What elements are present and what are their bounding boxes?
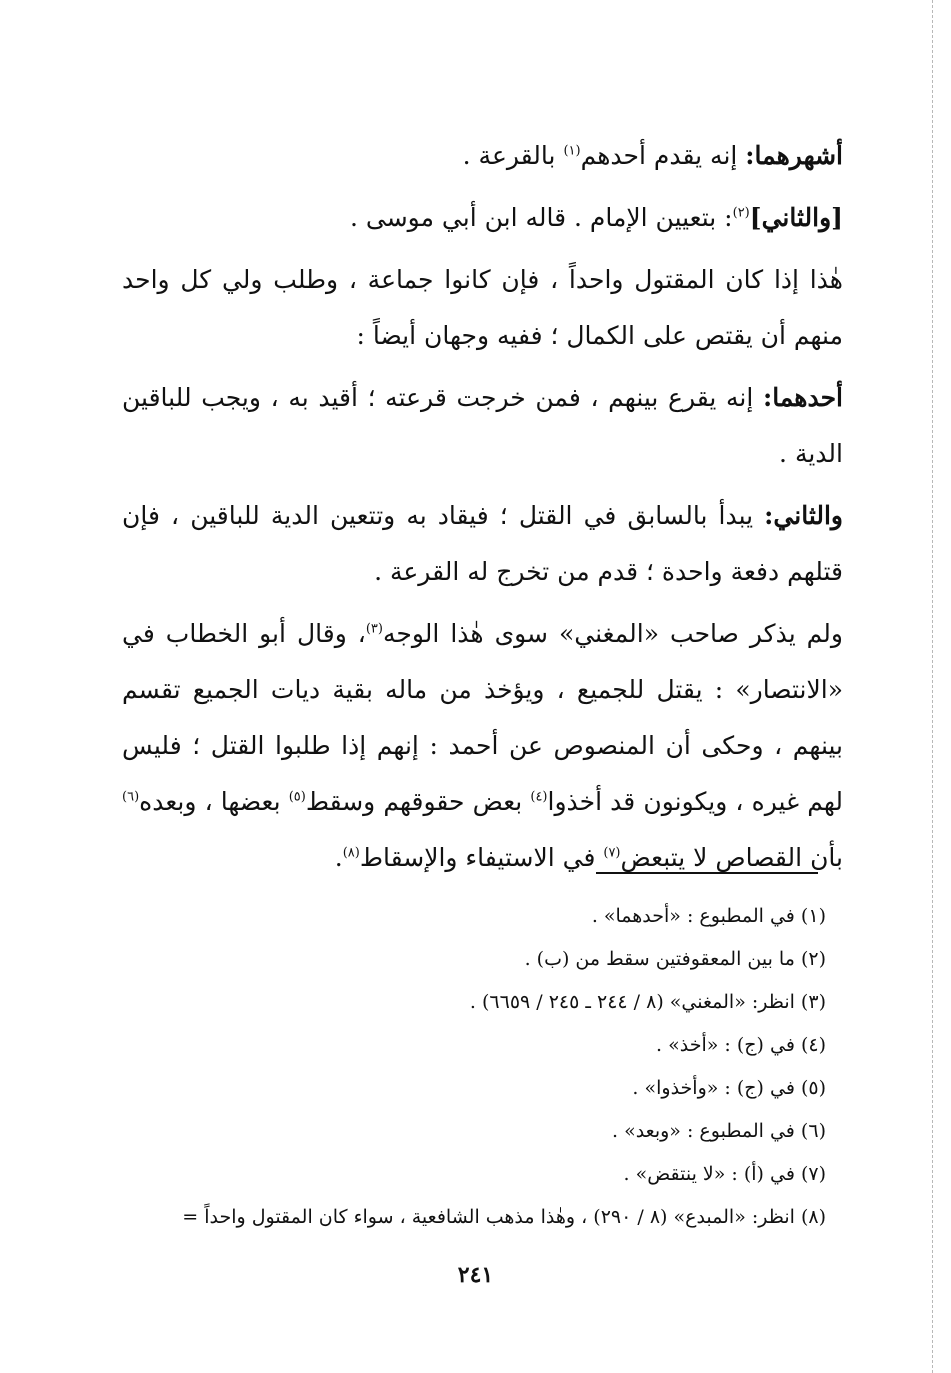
footnote-4: (٤) في (ج) : «أخذ» . (656, 1034, 826, 1056)
paragraph-lead: والثاني: (764, 501, 843, 530)
footnote-marker: (١) (563, 143, 581, 159)
paragraph-text: إنه يقرع بينهم ، فمن خرجت قرعته ؛ أقيد به ، ويجب للباقين الدية . (122, 383, 843, 468)
footnote-2: (٢) ما بين المعقوفتين سقط من (ب) . (524, 948, 826, 970)
footnote-5: (٥) في (ج) : «وأخذوا» . (632, 1077, 826, 1099)
footnote-marker: (٨) (342, 845, 360, 861)
footnote-marker: (٧) (603, 845, 621, 861)
paragraph-text: بعض حقوقهم وسقط (305, 787, 531, 816)
paragraph-lead: أحدهما: (762, 383, 843, 412)
paragraph-lead: [والثاني] (749, 203, 843, 232)
paragraph-4 (122, 370, 843, 482)
footnotes (88, 895, 826, 1239)
footnote-marker: (٣) (365, 621, 383, 637)
paragraph-6 (122, 606, 843, 886)
footnote-3: (٣) انظر: «المغني» (٨ / ٢٤٤ ـ ٢٤٥ / ٦٦٥٩) . (469, 991, 826, 1013)
paragraph-text: ولم يذكر صاحب «المغني» سوى هٰذا الوجه (382, 619, 843, 648)
footnote-marker: (٦) (122, 789, 140, 805)
paragraph-text: : بتعيين الإمام . قاله ابن أبي موسى . (349, 203, 733, 232)
paragraph-text: يبدأ بالسابق في القتل ؛ فيقاد به وتتعين الدية للباقين ، فإن قتلهم دفعة واحدة ؛ قدم من تخرج له القرعة . (122, 501, 843, 586)
footnote-marker: (٤) (530, 789, 548, 805)
paragraph-text: ، وقال أبو الخطاب في «الانتصار» : يقتل للجميع ، ويؤخذ من ماله بقية ديات الجميع تقسم بينهم ، وحكى أن المنصوص عن أحمد : إنهم إذا طلبوا القتل ؛ فليس لهم غيره ، ويكونون قد أخذوا (122, 619, 844, 816)
paragraph-text: بالقرعة . (462, 141, 564, 170)
paragraph-text: إنه يقدم أحدهم (580, 141, 746, 170)
scan-margin-line (932, 0, 933, 1373)
paragraph-3 (122, 252, 843, 364)
paragraph-5 (122, 488, 843, 600)
main-text (122, 128, 843, 892)
footnote-separator (596, 872, 818, 874)
paragraph-text: بأن القصاص لا يتبعض (620, 843, 843, 872)
paragraph-text: . (334, 843, 343, 872)
footnote-6: (٦) في المطبوع : «وبعد» . (612, 1120, 826, 1142)
paragraph-1 (122, 128, 843, 184)
paragraph-2 (122, 190, 843, 246)
footnote-7: (٧) في (أ) : «لا ينتقض» . (623, 1163, 826, 1185)
paragraph-text: في الاستيفاء والإسقاط (359, 843, 604, 872)
paragraph-lead: أشهرهما: (745, 141, 843, 170)
footnote-8: (٨) انظر: «المبدع» (٨ / ٢٩٠) ، وهٰذا مذهب الشافعية ، سواء كان المقتول واحداً = (182, 1206, 826, 1228)
paragraph-text: بعضها ، وبعده (139, 787, 289, 816)
footnote-marker: (٥) (288, 789, 306, 805)
paragraph-text: هٰذا إذا كان المقتول واحداً ، فإن كانوا جماعة ، وطلب ولي كل واحد منهم أن يقتص على الكمال ؛ ففيه وجهان أيضاً : (122, 265, 843, 350)
footnote-1: (١) في المطبوع : «أحدهما» . (591, 905, 826, 927)
footnote-marker: (٢) (732, 205, 750, 221)
page-number: ٢٤١ (457, 1262, 494, 1288)
